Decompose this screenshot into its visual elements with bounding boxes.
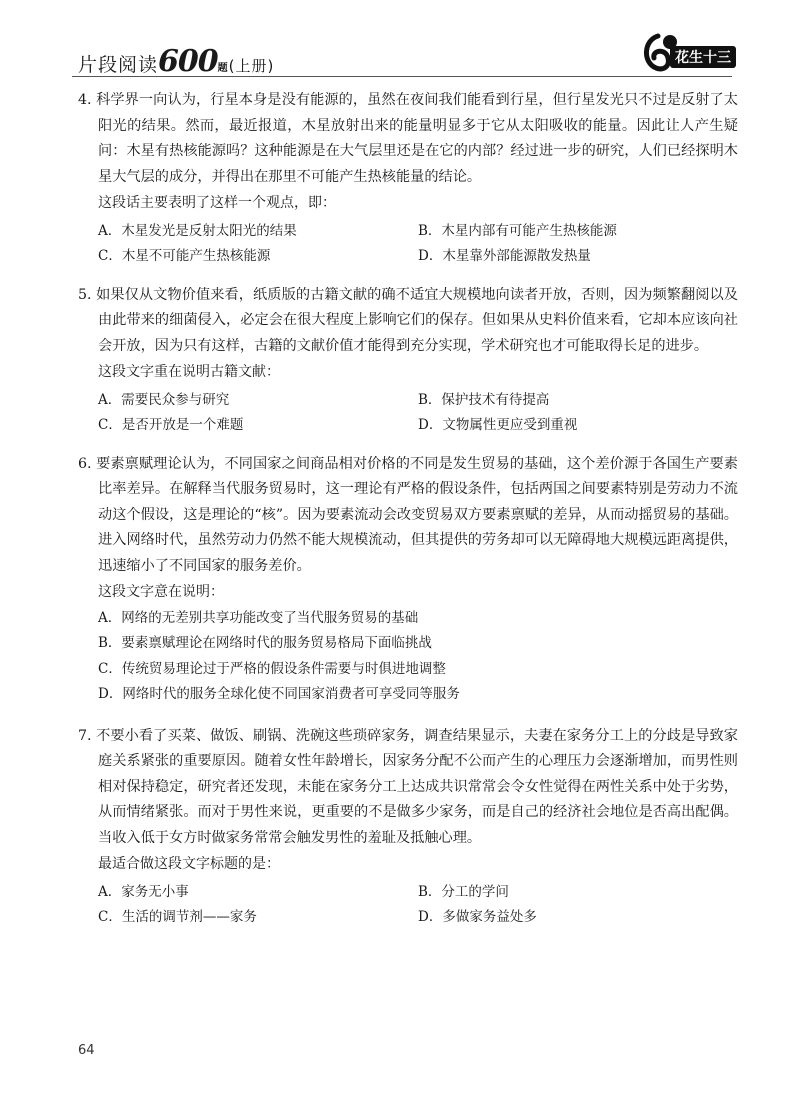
- header-rule: [72, 76, 732, 77]
- brand-logo: [640, 32, 740, 72]
- book-title-volume: (上册): [228, 57, 275, 75]
- option-a: A．家务无小事: [98, 884, 189, 900]
- option-c: C．生活的调节剂——家务: [98, 909, 257, 925]
- question-7: [78, 724, 738, 928]
- option-b: B．保护技术有待提高: [418, 392, 550, 408]
- option-a: A．需要民众参与研究: [98, 392, 230, 408]
- question-stem: 4. 科学界一向认为，行星本身是没有能源的，虽然在夜间我们能看到行星，但行星发光只不过是反射了太阳光的结果。然而，最近报道，木星放射出来的能量明显多于它从太阳吸收的能量。因此让人产生疑问：木星有热核能源吗？这种能源是在大气层里还是在它的内部？经过进一步的研究，人们已经探明木星大气层的成分，并得出在那里不可能产生热核能量的结论。: [78, 92, 738, 185]
- question-prompt: 这段文字意在说明：: [98, 584, 224, 600]
- question-stem: 6. 要素禀赋理论认为，不同国家之间商品相对价格的不同是发生贸易的基础，这个差价源于各国生产要素比率差异。在解释当代服务贸易时，这一理论有严格的假设条件，包括两国之间要素特别是劳动力不流动这个假设，这是理论的“核”。因为要素流动会改变贸易双方要素禀赋的差异，从而动摇贸易的基础。进入网络时代，虽然劳动力仍然不能大规模流动，但其提供的劳务却可以无障碍地大规模远距离提供，迅速缩小了不同国家的服务差价。: [78, 455, 738, 574]
- option-d: D．多做家务益处多: [418, 909, 537, 925]
- book-title-number: 600: [158, 44, 218, 79]
- question-prompt: 这段文字重在说明古籍文献：: [98, 364, 280, 380]
- option-group: [98, 386, 738, 436]
- option-b: B．木星内部有可能产生热核能源: [418, 223, 617, 239]
- option-c: C．是否开放是一个难题: [98, 417, 244, 433]
- book-title-prefix: 片段阅读: [78, 54, 159, 76]
- question-prompt: 这段话主要表明了这样一个观点，即：: [98, 195, 336, 211]
- option-group: [98, 217, 738, 267]
- question-stem: 7. 不要小看了买菜、做饭、刷锅、洗碗这些琐碎家务，调查结果显示，夫妻在家务分工上的分歧是导致家庭关系紧张的重要原因。随着女性年龄增长，因家务分配不公而产生的心理压力会逐渐增加，而男性则相对保持稳定，研究者还发现，未能在家务分工上达成共识常常会令女性觉得在两性关系中处于劣势，从而情绪紧张。而对于男性来说，更重要的不是做多少家务，而是自己的经济社会地位是否高出配偶。当收入低于女方时做家务常常会触发男性的羞耻及抵触心理。: [78, 727, 738, 846]
- question-6: [78, 452, 738, 708]
- option-a: A．网络的无差别共享功能改变了当代服务贸易的基础: [98, 609, 419, 626]
- option-c: C．木星不可能产生热核能源: [98, 248, 271, 264]
- option-group: [98, 606, 738, 708]
- question-prompt: 最适合做这段文字标题的是：: [98, 856, 280, 872]
- question-4: [78, 88, 738, 267]
- page-number: 64: [78, 1043, 95, 1058]
- book-title: [78, 44, 274, 79]
- option-b: B．要素禀赋理论在网络时代的服务贸易格局下面临挑战: [98, 635, 432, 651]
- question-5: [78, 283, 738, 436]
- svg-text:花生十三: 花生十三: [675, 50, 731, 66]
- page-header: [78, 38, 728, 79]
- option-d: D．网络时代的服务全球化使不同国家消费者可享受同等服务: [98, 686, 460, 702]
- option-d: D．木星靠外部能源散发热量: [418, 248, 591, 264]
- option-d: D．文物属性更应受到重视: [418, 417, 578, 433]
- question-list: [78, 88, 738, 928]
- question-stem: 5. 如果仅从文物价值来看，纸质版的古籍文献的确不适宜大规模地向读者开放，否则，因为频繁翻阅以及由此带来的细菌侵入，必定会在很大程度上影响它们的保存。但如果从史料价值来看，它却本应该向社会开放，因为只有这样，古籍的文献价值才能得到充分实现，学术研究也才可能取得长足的进步。: [78, 286, 738, 354]
- option-group: [98, 878, 738, 928]
- option-b: B．分工的学问: [418, 884, 509, 900]
- option-c: C．传统贸易理论过于严格的假设条件需要与时俱进地调整: [98, 660, 446, 677]
- book-title-ti: 题: [217, 63, 229, 74]
- option-a: A．木星发光是反射太阳光的结果: [98, 223, 297, 239]
